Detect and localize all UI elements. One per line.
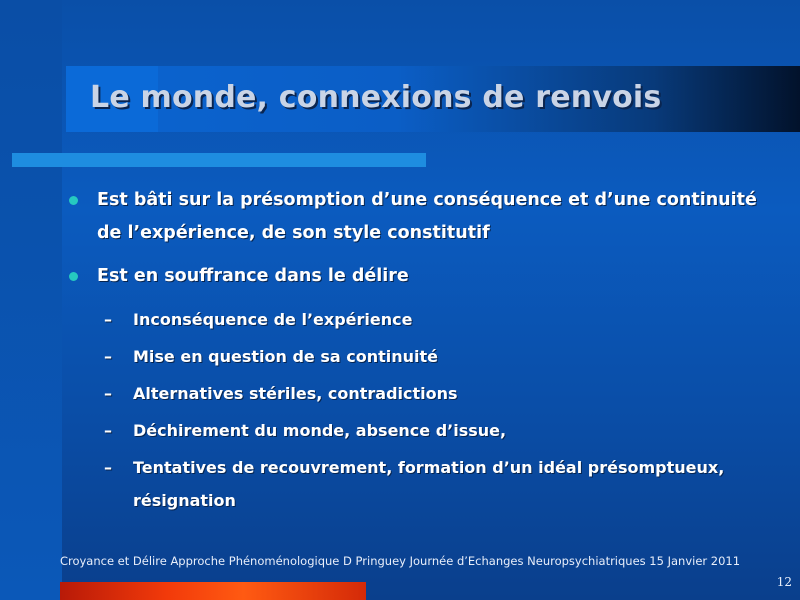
sub-bullet-text: Mise en question de sa continuité	[133, 347, 438, 366]
bullet-text: Est bâti sur la présomption d’une conséquence et d’une continuité de l’expérience, de son style constitutif	[97, 190, 757, 243]
slide-content	[60, 184, 760, 521]
sub-bullet-item	[60, 414, 760, 447]
bullet-item	[60, 184, 760, 250]
sub-bullet-item	[60, 303, 760, 336]
slide-title: Le monde, connexions de renvois	[90, 80, 662, 115]
sub-bullet-item	[60, 451, 760, 517]
slide-footer: Croyance et Délire Approche Phénoménologique D Pringuey Journée d’Echanges Neuropsychiatriques 15 Janvier 2011	[59, 554, 741, 568]
bullet-text: Est en souffrance dans le délire	[97, 266, 409, 286]
dash-icon: –	[104, 458, 112, 477]
dash-icon: –	[104, 384, 112, 403]
bullet-dot-icon	[69, 272, 78, 281]
sub-bullet-item	[60, 377, 760, 410]
sub-bullet-text: Tentatives de recouvrement, formation d’un idéal présomptueux, résignation	[133, 458, 725, 510]
dash-icon: –	[104, 310, 112, 329]
dash-icon: –	[104, 421, 112, 440]
sub-bullet-text: Inconséquence de l’expérience	[133, 310, 413, 329]
page-number: 12	[776, 575, 792, 589]
sub-bullet-item	[60, 340, 760, 373]
bullet-item	[60, 260, 760, 293]
left-stripe	[0, 0, 62, 600]
dash-icon: –	[104, 347, 112, 366]
bottom-glow-bar	[60, 582, 366, 600]
bullet-dot-icon	[69, 196, 78, 205]
sub-bullet-text: Déchirement du monde, absence d’issue,	[133, 421, 507, 440]
sub-bullet-text: Alternatives stériles, contradictions	[133, 384, 458, 403]
accent-bar	[12, 153, 426, 167]
